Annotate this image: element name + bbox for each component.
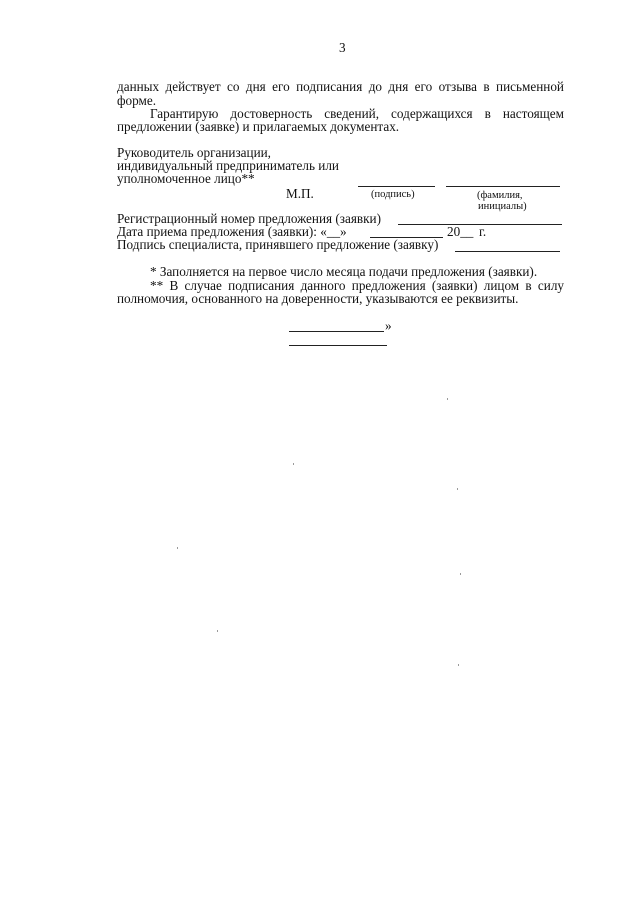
intro-line-4: предложении (заявке) и прилагаемых документах. [117,119,400,134]
footnote-1: * Заполняется на первое число месяца подачи предложения (заявки). [150,264,538,279]
footnote-2-line-1: ** В случае подписания данного предложения (заявки) лицом в силу [150,278,564,293]
scan-speck [458,664,459,666]
date-year-suffix: г. [479,224,487,239]
intro-line-2: форме. [117,93,157,108]
name-caption-line-2: инициалы) [478,201,527,212]
page-number: 3 [339,40,346,55]
signature-caption: (подпись) [371,189,415,200]
footnote-2-line-2: полномочия, основанного на доверенности, указываются ее реквизиты. [117,291,519,306]
closing-line-2 [289,345,387,346]
scan-speck [447,398,448,400]
scan-speck [460,573,461,575]
reg-number-label: Регистрационный номер предложения (заявки) [117,211,381,226]
closing-line-1 [289,331,384,332]
specialist-label: Подпись специалиста, принявшего предложение (заявку) [117,237,439,252]
scan-speck [177,547,178,549]
scan-speck [217,630,218,632]
specialist-signature-field [455,251,560,252]
scan-speck [457,488,458,490]
intro-line-1: данных действует со дня его подписания до дня его отзыва в письменной [117,79,564,94]
name-caption-line-1: (фамилия, [477,190,523,201]
signatory-line-3: уполномоченное лицо** [117,171,255,186]
date-year-prefix: 20__ [447,224,474,239]
signatory-line-1: Руководитель организации, [117,145,271,160]
scan-speck [293,463,294,465]
name-line [446,186,560,187]
stamp-mark: М.П. [286,186,314,201]
date-label: Дата приема предложения (заявки): «__» [117,224,347,239]
closing-quote-mark: » [385,318,392,333]
signature-line [358,186,435,187]
intro-line-3: Гарантирую достоверность сведений, содержащихся в настоящем [150,106,564,121]
signatory-line-2: индивидуальный предприниматель или [117,158,339,173]
